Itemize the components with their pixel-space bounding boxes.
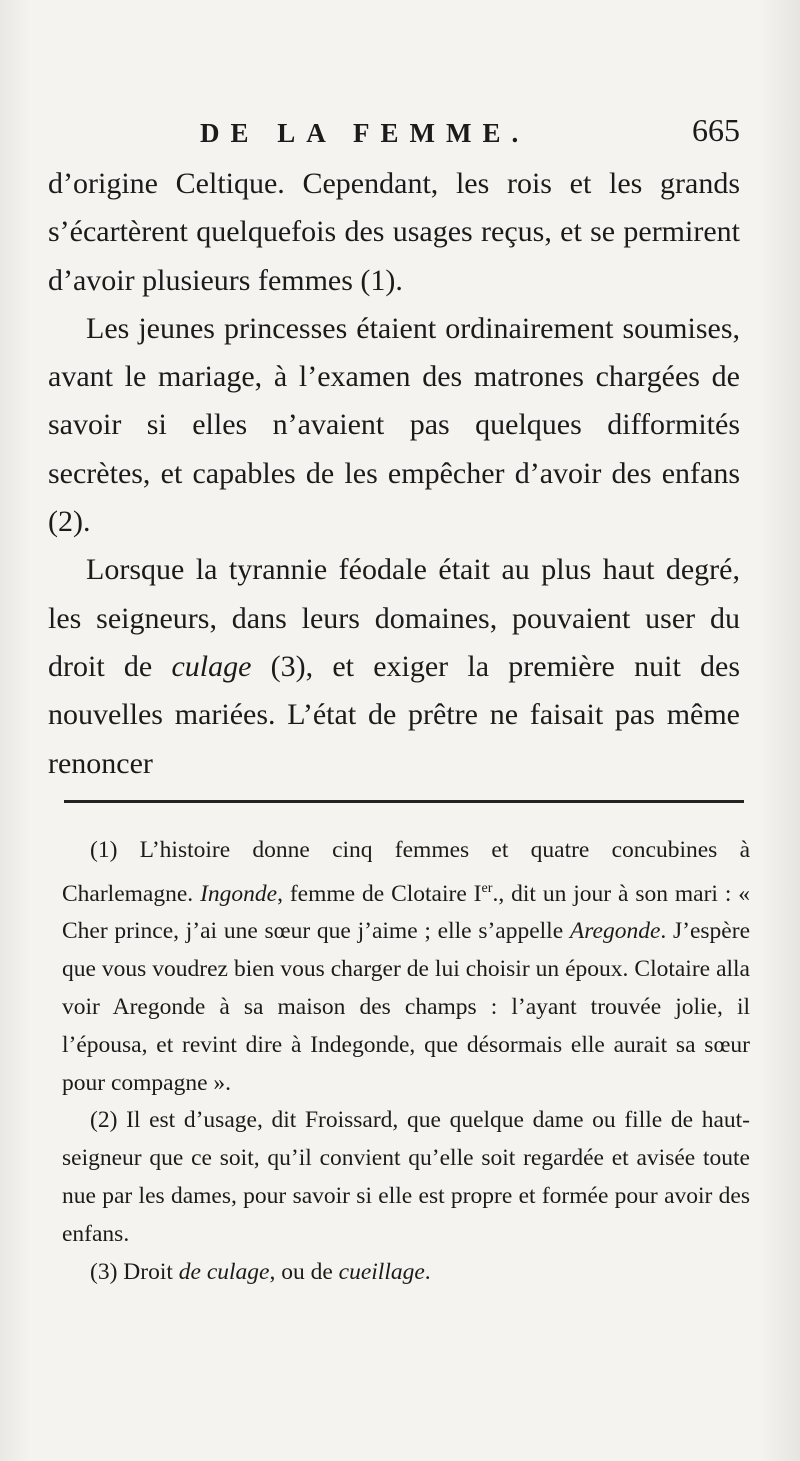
footnote-1 [62,832,750,1102]
paragraph-1: d’origine Celtique. Cependant, les rois et les grands s’écartèrent quelquefois des usages reçus, et se permirent d’avoir plusieurs femmes (1). [48,167,740,297]
footnote-1-text-c: ., dit un jour à son mari : « Cher prince, j’ai une sœur que j’aime ; elle s’appelle [62,880,751,945]
page-number: 665 [692,112,740,148]
paragraph-3 [48,546,740,787]
paragraph-3-text-a: Lorsque la tyrannie féodale était au plus haut degré, les seigneurs, dans leurs domaines, pouvaient user du droit de [48,553,740,683]
footnote-1-name-ingonde: Ingonde [200,880,278,907]
paragraph-3-text-b: (3), et exiger la première nuit des nouvelles mariées. L’état de prêtre ne faisait pas même renoncer [48,649,740,780]
paragraph-2: Les jeunes princesses étaient ordinairement soumises, avant le mariage, à l’examen des matrones chargées de savoir si elles n’avaient pas quelques difformités secrètes, et capables de les empêcher d’avoir des enfans (2). [48,311,740,539]
footnote-3-text-c: . [424,1258,431,1285]
italic-term-culage: culage [171,649,252,683]
footnote-3-term-cueillage: cueillage [338,1258,425,1285]
footnotes [62,832,750,1291]
footnote-3-text-a: (3) Droit [90,1258,179,1285]
footnote-3-term-culage: de culage [178,1258,270,1285]
footnote-1-superscript: er [481,879,493,896]
footnote-1-text-b: , femme de Clotaire I [277,880,482,907]
footnote-1-text-a: (1) L’histoire donne cinq femmes et quatre concubines à Charlemagne. [62,837,750,907]
footnote-3-text-b: , ou de [269,1258,339,1285]
footnote-2: (2) Il est d’usage, dit Froissard, que quelque dame ou fille de haut-seigneur que ce soit, qu’il convient qu’elle soit regardée et avisée toute nue par les dames, pour savoir si elle est propre et formée pour avoir des enfans. [62,1107,750,1247]
footnote-1-text-d: . J’espère que vous voudrez bien vous charger de lui choisir un époux. Clotaire alla voir Aregonde à sa maison des champs : l’ayant trouvée jolie, il l’épousa, et revint dire à Indegonde, que désormais elle aurait sa sœur pour compagne ». [62,918,750,1096]
page-header [200,112,740,156]
running-title: DE LA FEMME. [200,118,530,148]
footnote-divider [64,800,744,803]
main-text [48,160,740,788]
footnote-1-name-aregonde: Aregonde [569,918,661,945]
footnote-3 [62,1254,750,1292]
